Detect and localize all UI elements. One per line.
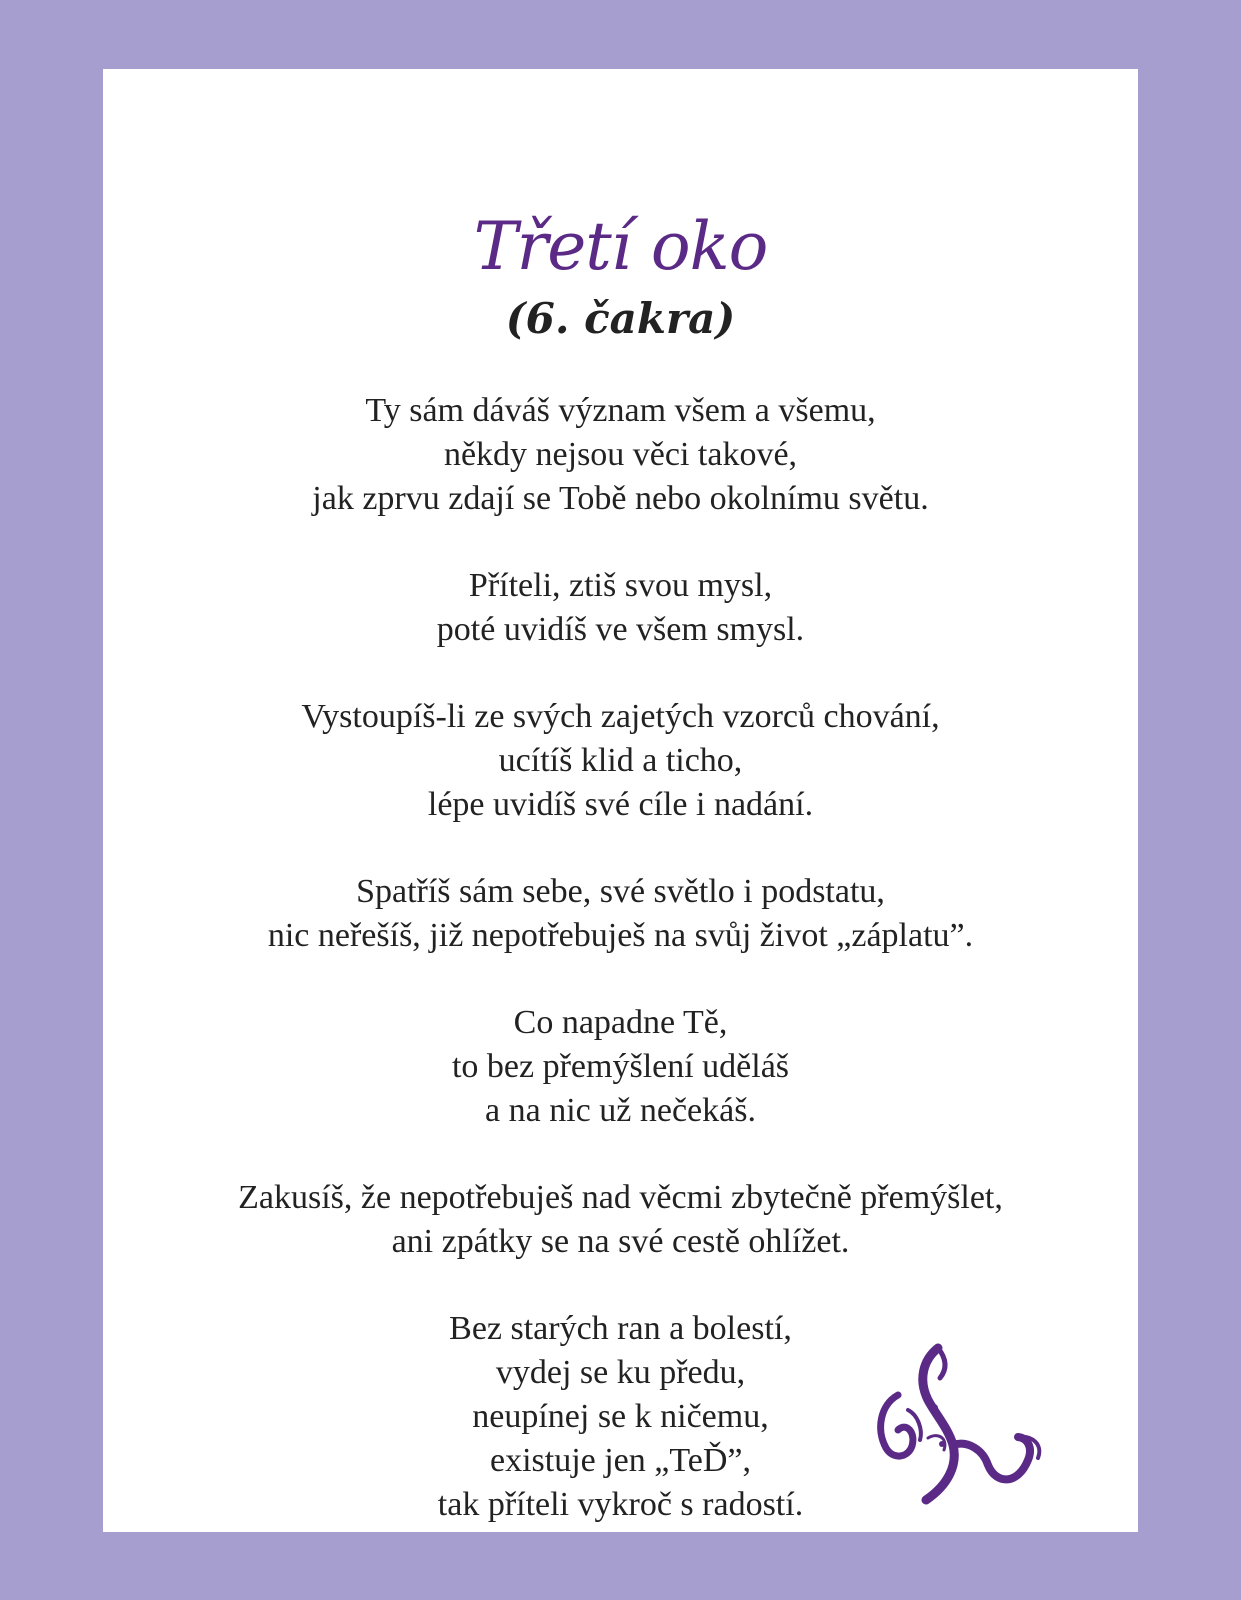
poem-line: jak zprvu zdají se Tobě nebo okolnímu světu. — [312, 480, 929, 517]
calligraphic-flourish-logo-icon — [868, 1340, 1058, 1510]
poem-line: neupínej se k ničemu, — [472, 1398, 769, 1435]
poem-line: Bez starých ran a bolestí, — [449, 1310, 792, 1347]
poem-subtitle: (6. čakra) — [505, 294, 736, 343]
poem-line: Ty sám dáváš význam všem a všemu, — [365, 392, 876, 429]
stanza-1 — [103, 389, 1138, 521]
stanza-6 — [103, 1176, 1138, 1264]
stanza-5 — [103, 1001, 1138, 1133]
poem-title: Třetí oko — [473, 208, 768, 285]
poem-line: existuje jen „TeĎ”, — [489, 1442, 751, 1479]
poem-line: tak příteli vykroč s radostí. — [437, 1486, 804, 1523]
poem-line: vydej se ku předu, — [495, 1354, 746, 1391]
poem-line: Zakusíš, že nepotřebuješ nad věcmi zbytečně přemýšlet, — [238, 1179, 1003, 1216]
poem-line: Příteli, ztiš svou mysl, — [468, 567, 773, 604]
poem-line: nic neřešíš, již nepotřebuješ na svůj život „záplatu”. — [267, 917, 974, 954]
poem-line: Co napadne Tě, — [513, 1004, 728, 1041]
stanza-4 — [103, 870, 1138, 958]
poem-line: to bez přemýšlení uděláš — [451, 1048, 790, 1085]
poem-line: a na nic už nečekáš. — [485, 1092, 756, 1129]
poem-line: někdy nejsou věci takové, — [443, 436, 798, 473]
stanza-3 — [103, 695, 1138, 827]
poem-line: Spatříš sám sebe, své světlo i podstatu, — [356, 873, 885, 910]
poem-line: Vystoupíš-li ze svých zajetých vzorců chování, — [301, 698, 940, 735]
poem-line: ani zpátky se na své cestě ohlížet. — [391, 1223, 850, 1260]
stanza-2 — [103, 564, 1138, 652]
poem-card — [103, 69, 1138, 1532]
poem-line: poté uvidíš ve všem smysl. — [436, 611, 805, 648]
poem-line: ucítíš klid a ticho, — [498, 742, 743, 779]
poem-line: lépe uvidíš své cíle i nadání. — [427, 786, 814, 823]
